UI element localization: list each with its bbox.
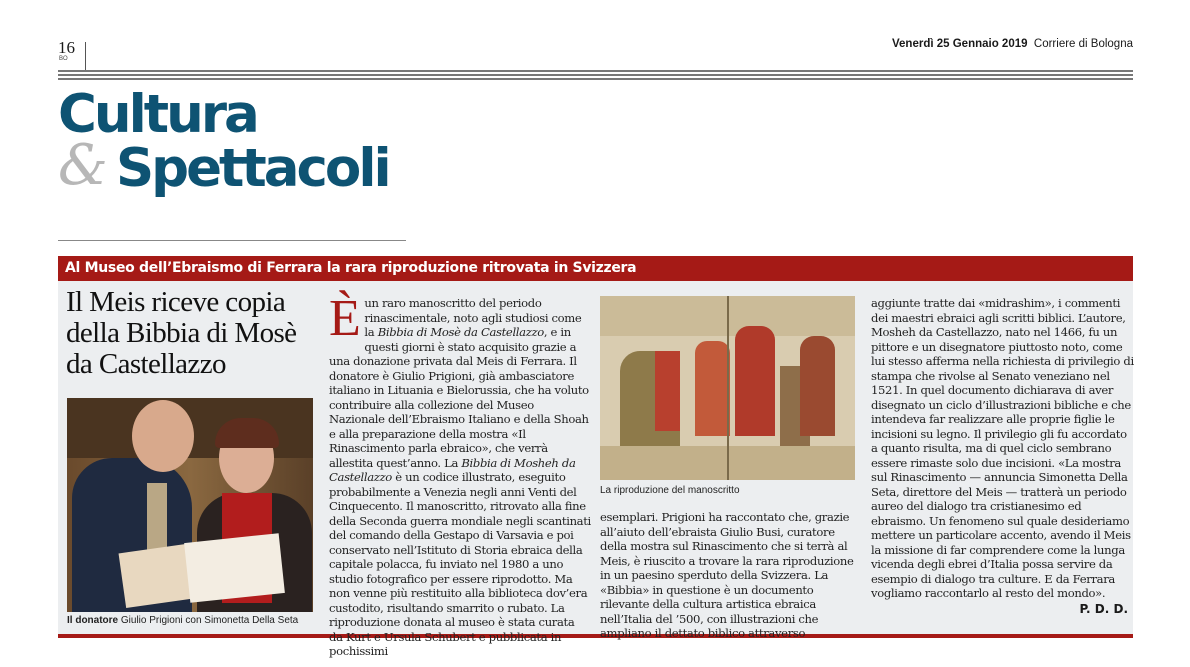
article-column-2: esemplari. Prigioni ha raccontato che, grazie all’aiuto dell’ebraista Giulio Busi, curatore della mostra sul Rinascimento che si terrà al Meis, è riuscito a trovare la rara riproduzione in un paesino sperduto della Svizzera. La «Bibbia» in questione è un documento rilevante della cultura artistica ebraica nell’Italia del ’500, con illustrazioni che ampliano il dettato biblico attraverso bbox=[600, 510, 854, 640]
date: Venerdì 25 Gennaio 2019 bbox=[892, 38, 1028, 50]
section-ampersand: & bbox=[58, 133, 108, 198]
photo-caption-text: Giulio Prigioni con Simonetta Della Seta bbox=[118, 615, 299, 626]
image-caption: La riproduzione del manoscritto bbox=[600, 485, 740, 496]
page-number: 16 bbox=[58, 38, 75, 57]
donor-photo bbox=[67, 398, 313, 612]
article-headline: Il Meis riceve copia della Bibbia di Mosè da Castellazzo bbox=[66, 286, 297, 380]
drop-cap: È bbox=[329, 290, 361, 347]
body-text: , e in questi giorni è stato acquisito grazie a una donazione privata dal Meis di Ferrara. Il donatore è Giulio Prigioni, già ambasciatore italiano in Lituania e Bielorussia, che ha voluto contribuire alla collezione del Museo Nazionale dell’Ebraismo Italiano e della Shoah e alla preparazione della mostra «Il Rinascimento parla ebraico», che verrà allestita quest’anno. La bbox=[329, 325, 589, 470]
article-kicker: Al Museo dell’Ebraismo di Ferrara la rara riproduzione ritrovata in Svizzera bbox=[58, 256, 1133, 281]
body-text: è un codice illustrato, eseguito probabilmente a Venezia negli anni Venti del Cinquecento. Il manoscritto, ritrovato alla fine della Seconda guerra mondiale negli scantinati del comando della Gestapo di Varsavia e poi conservato nell’Istituto di Storia ebraica della capitale polacca, fu inviato nel 1980 a uno studio fotografico per essere riprodotto. Ma non venne più restituito alla biblioteca dov’era custodito, risultando smarrito o rubato. La riproduzione donata al museo è stata curata da Kurt e Ursula Schubert e pubblicata in pochissimi bbox=[329, 470, 591, 658]
photo-caption-lead: Il donatore bbox=[67, 615, 119, 626]
section-rule bbox=[58, 240, 406, 241]
dateline bbox=[892, 38, 1133, 50]
edition-code: BO bbox=[59, 56, 68, 62]
newspaper-name: Corriere di Bologna bbox=[1033, 38, 1133, 50]
article-column-3: aggiunte tratte dai «midrashim», i commenti dei maestri ebraici agli scritti biblici. L’autore, Mosheh da Castellazzo, nato nel 1466, fu un pittore e un disegnatore piuttosto noto, come lui stesso afferma nella richiesta di privilegio di stampa che rivolse al Senato veneziano nel 1521. In quel documento dichiarava di aver disegnato un ciclo d’illustrazioni bibliche e che intendeva far realizzare alle proprie figlie le incisioni su legno. Il privilegio gli fu accordato a quanto risulta, ma di quel ciclo sembrano essere rimaste solo due incisioni. «La mostra sul Rinascimento — annuncia Simonetta Della Seta, direttore del Meis — tratterà un periodo aureo del dialogo tra cristianesimo ed ebraismo. Un fenomeno sul quale desideriamo mettere un particolare accento, avendo il Meis la missione di far comprendere come la lunga vicenda degli ebrei d’Italia possa servire da esempio di dialogo tra culture. E da Ferrara vogliamo raccontarlo al resto del mondo». bbox=[871, 296, 1134, 600]
body-text: un raro manoscritto del periodo rinascimentale, noto agli studiosi come la bbox=[364, 296, 582, 339]
section-title-cultura: Cultura bbox=[58, 84, 257, 145]
photo-caption bbox=[67, 615, 298, 626]
header-divider bbox=[85, 42, 86, 72]
author-signature: P. D. D. bbox=[1079, 602, 1128, 616]
section-title-spettacoli: Spettacoli bbox=[116, 138, 389, 199]
body-italic: Bibbia di Mosè da Castellazzo bbox=[377, 325, 544, 339]
article-bottom-rule bbox=[58, 634, 1133, 638]
body-italic: Bibbia di Mosheh da Castellazzo bbox=[329, 455, 576, 484]
header-rules bbox=[58, 70, 1133, 82]
article-column-1 bbox=[329, 290, 591, 659]
manuscript-image bbox=[600, 296, 855, 480]
